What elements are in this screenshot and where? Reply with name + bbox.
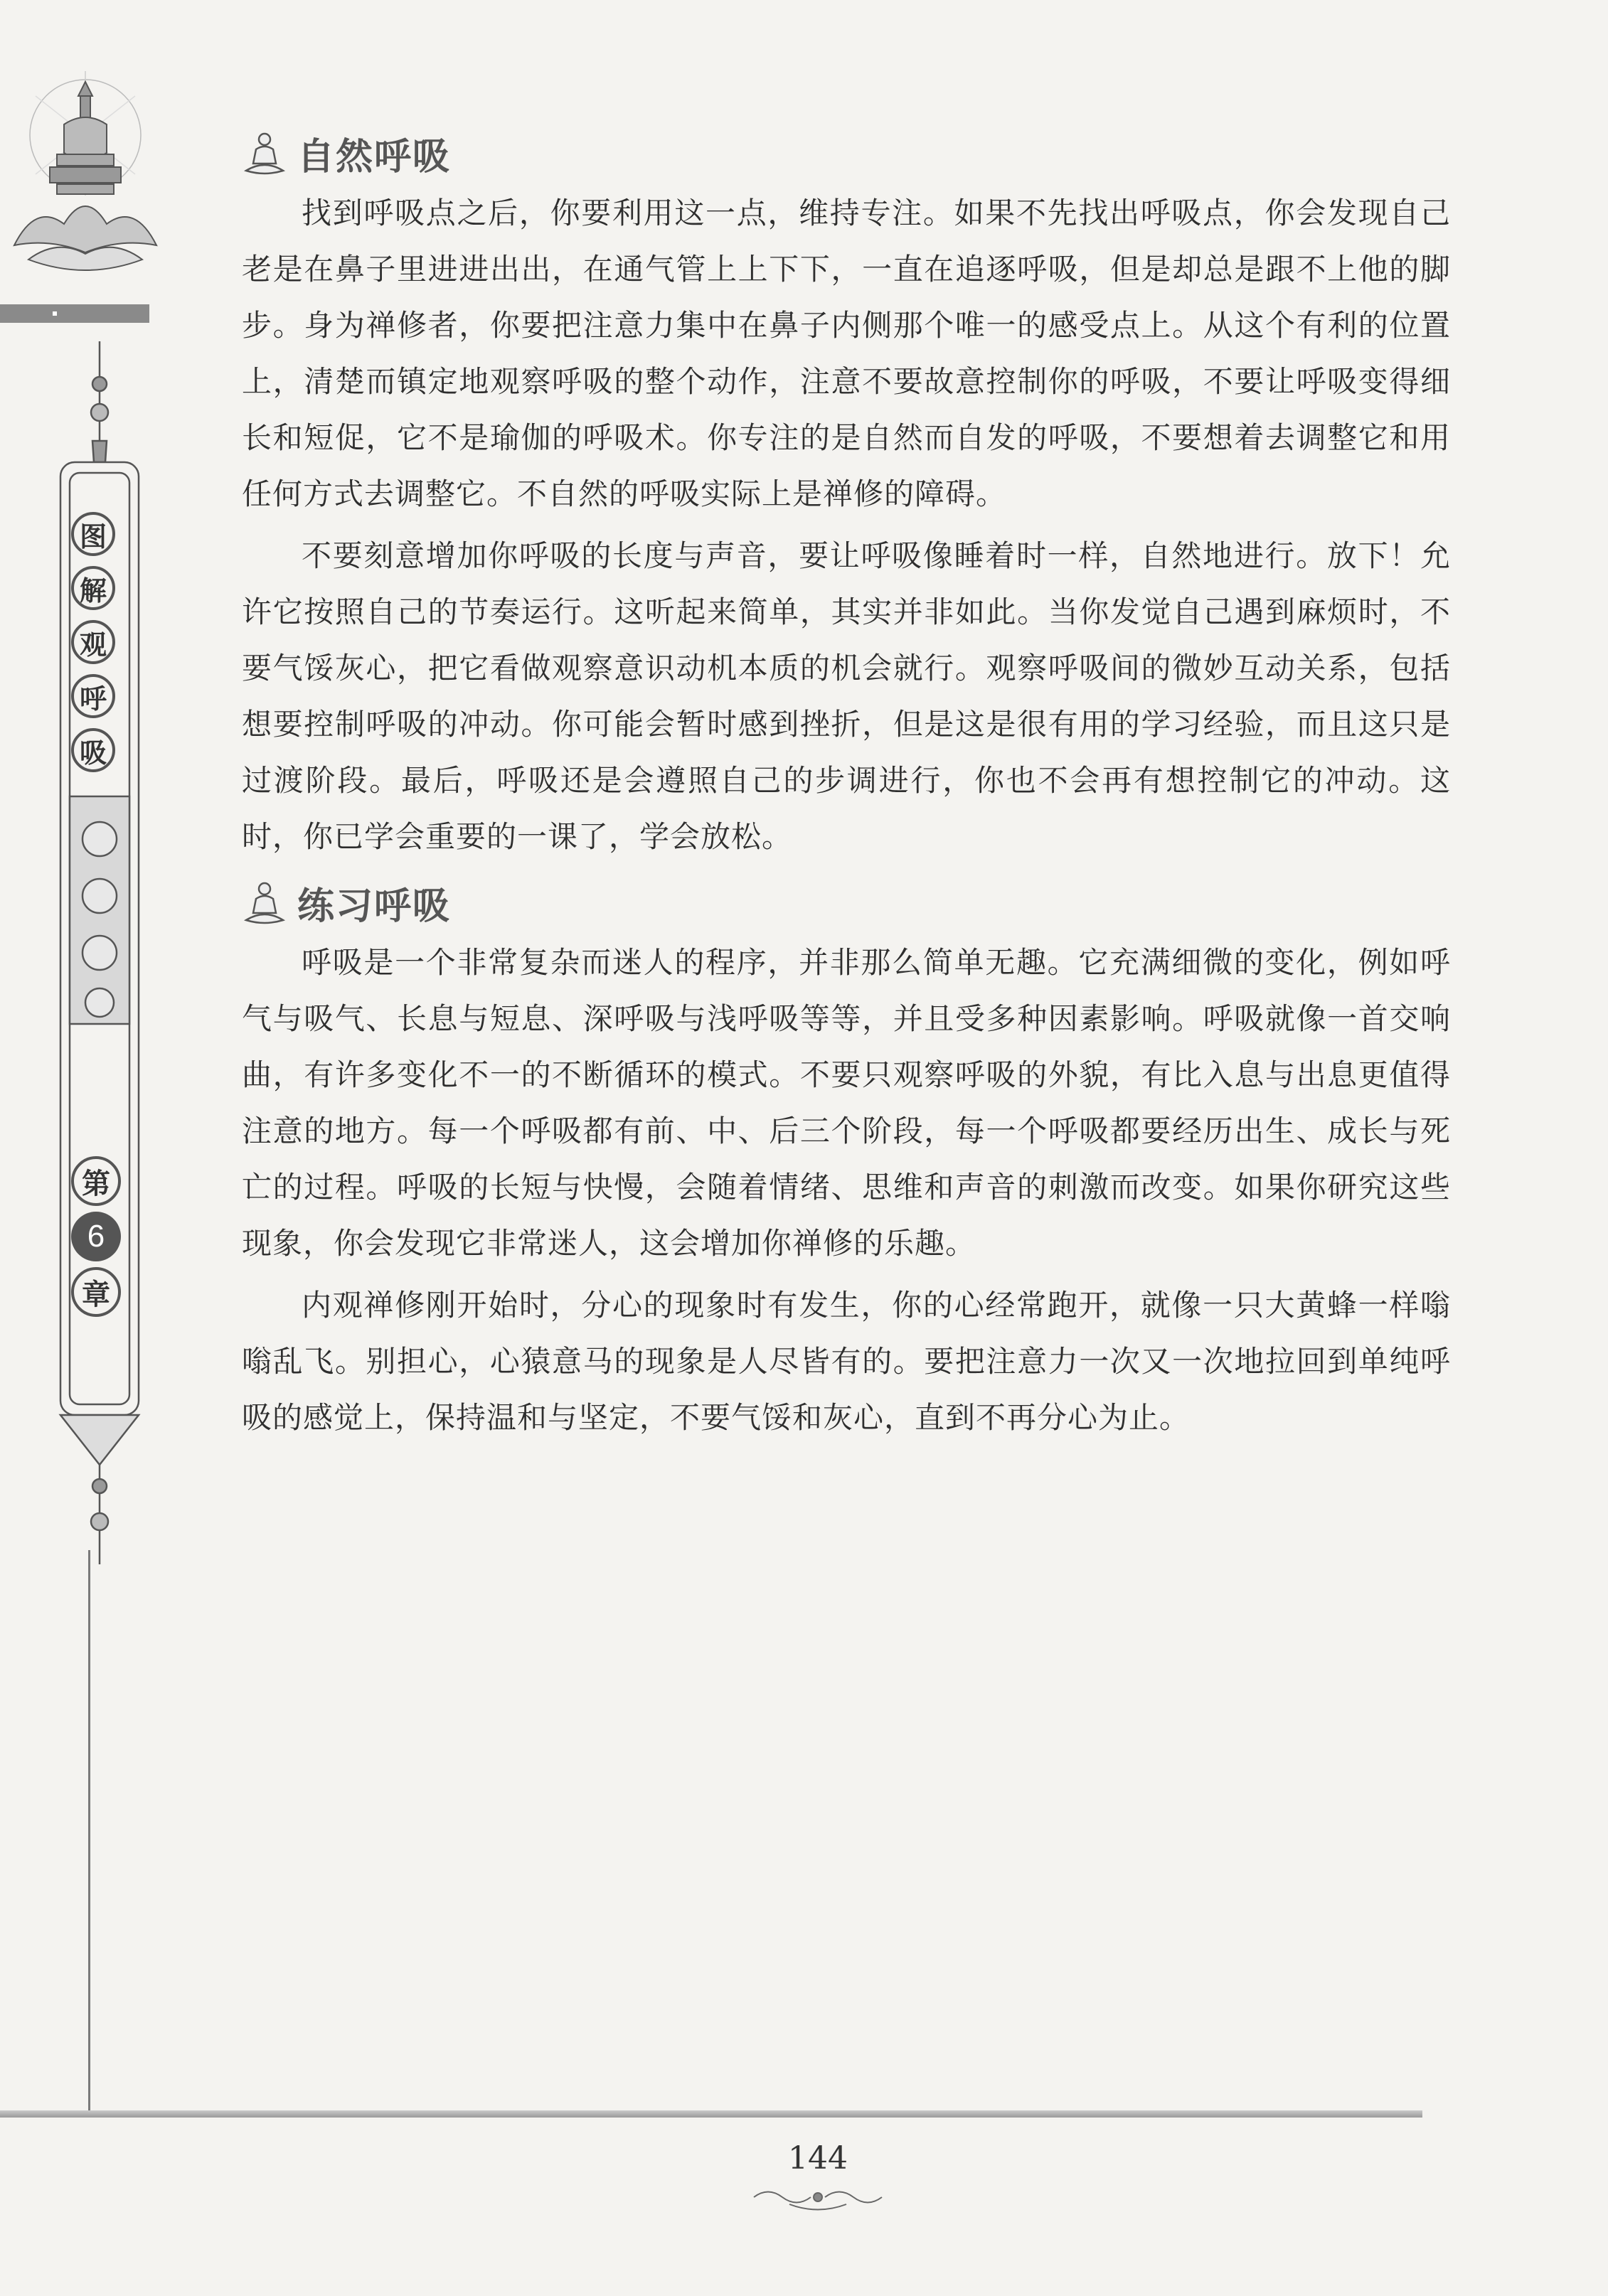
chapter-label [71, 1156, 128, 1323]
sidebar-band [0, 304, 149, 323]
section-heading [242, 121, 1451, 185]
section-title: 练习呼吸 [297, 884, 452, 928]
book-title-vertical [71, 512, 128, 782]
chapter-sidebar [0, 0, 171, 2133]
title-char: 吸 [71, 728, 115, 772]
title-char: 观 [71, 620, 115, 664]
section-natural-breathing [242, 121, 1451, 865]
paragraph: 不要刻意增加你呼吸的长度与声音，要让呼吸像睡着时一样，自然地进行。放下！允许它按照自己的节奏运行。这听起来简单，其实并非如此。当你发觉自己遇到麻烦时，不要气馁灰心，把它看做观察意识动机本质的机会就行。观察呼吸间的微妙互动关系，包括想要控制呼吸的冲动。你可能会暂时感到挫折，但是这是很有用的学习经验，而且这只是过渡阶段。最后，呼吸还是会遵照自己的步调进行，你也不会再有想控制它的冲动。这时，你已学会重要的一课了，学会放松。 [242, 538, 1451, 854]
section-breathing-practice [242, 870, 1451, 1446]
stupa-icon [7, 68, 164, 288]
chapter-suffix: 章 [71, 1267, 121, 1317]
meditating-figure-icon [242, 877, 287, 927]
chapter-number: 6 [71, 1212, 121, 1261]
title-char: 图 [71, 512, 115, 556]
footer-rule [0, 2110, 1422, 2118]
sidebar-rule [88, 1550, 90, 2112]
paragraph: 内观禅修刚开始时，分心的现象时有发生，你的心经常跑开，就像一只大黄蜂一样嗡嗡乱飞。别担心，心猿意马的现象是人尽皆有的。要把注意力一次又一次地拉回到单纯呼吸的感觉上，保持温和与坚定，不要气馁和灰心，直到不再分心为止。 [242, 1288, 1451, 1435]
paragraph: 呼吸是一个非常复杂而迷人的程序，并非那么简单无趣。它充满细微的变化，例如呼气与吸气、长息与短息、深呼吸与浅呼吸等等，并且受多种因素影响。呼吸就像一首交响曲，有许多变化不一的不断循环的模式。不要只观察呼吸的外貌，有比入息与出息更值得注意的地方。每一个呼吸都有前、中、后三个阶段，每一个呼吸都要经历出生、成长与死亡的过程。呼吸的长短与快慢，会随着情绪、思维和声音的刺激而改变。如果你研究这些现象，你会发现它非常迷人，这会增加你禅修的乐趣。 [242, 945, 1451, 1261]
flourish-ornament-icon [747, 2183, 889, 2218]
page-number: 144 [788, 2140, 848, 2177]
meditating-figure-icon [242, 128, 287, 178]
paragraph: 找到呼吸点之后，你要利用这一点，维持专注。如果不先找出呼吸点，你会发现自己老是在鼻子里进进出出，在通气管上上下下，一直在追逐呼吸，但是却总是跟不上他的脚步。身为禅修者，你要把注意力集中在鼻子内侧那个唯一的感受点上。从这个有利的位置上，清楚而镇定地观察呼吸的整个动作，注意不要故意控制你的呼吸，不要让呼吸变得细长和短促，它不是瑜伽的呼吸术。你专注的是自然而自发的呼吸，不要想着去调整它和用任何方式去调整它。不自然的呼吸实际上是禅修的障碍。 [242, 196, 1451, 511]
title-char: 呼 [71, 674, 115, 718]
page-content [242, 121, 1451, 1451]
title-char: 解 [71, 566, 115, 610]
section-title: 自然呼吸 [297, 134, 452, 178]
chapter-prefix: 第 [71, 1156, 121, 1206]
section-heading [242, 870, 1451, 934]
